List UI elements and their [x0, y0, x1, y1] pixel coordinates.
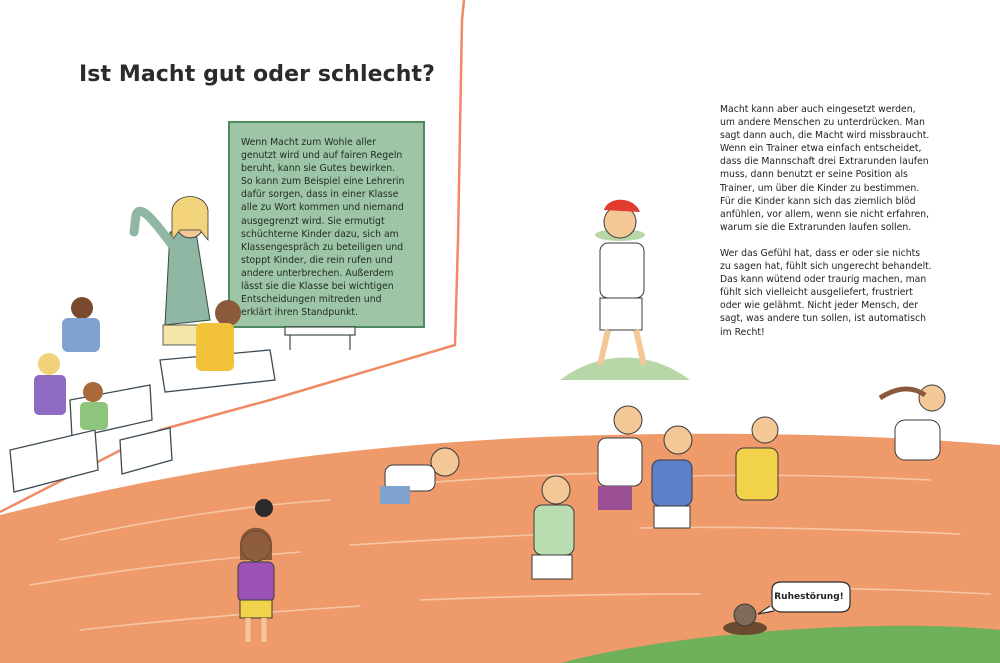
coach-figure: [560, 200, 690, 380]
chalkboard-text: Wenn Macht zum Wohle aller genutzt wird und auf fairen Regeln beruht, kann sie Gutes bewirken. So kann zum Beispiel eine Lehrerin dafür sorgen, dass in einer Klasse alle zu Wort kommen und niemand ausgegrenzt wird. Sie ermutigt schüchterne Kinder dazu, sich am Klassengespräch zu beteiligen und stoppt Kinder, die rein rufen und andere unterbrechen. Außerdem lässt sie die Klasse bei wichtigen Entscheidungen mitreden und erklärt ihren Standpunkt.: [241, 137, 405, 319]
right-text-column: [720, 103, 932, 352]
paragraph-power-misuse: Macht kann aber auch eingesetzt werden, um andere Menschen zu unterdrücken. Man sagt dann auch, die Macht wird missbraucht. Wenn ein Trainer etwa einfach entscheidet, dass die Mannschaft drei Extrarunden laufen muss, dann benutzt er seine Position als Trainer, um über die Kinder zu bestimmen. Für die Kinder kann sich das ziemlich blöd anfühlen, vor allem, wenn sie nicht erfahren, warum sie die Extrarunden laufen sollen.: [720, 104, 930, 233]
paragraph-feeling-powerless: Wer das Gefühl hat, dass er oder sie nichts zu sagen hat, fühlt sich ungerecht behandelt. Das kann wütend oder traurig machen, man fühlt sich vielleicht ausgeliefert, frustriert oder wie gelähmt. Nicht jeder Mensch, der sagt, was andere tun sollen, ist automatisch im Recht!: [720, 247, 932, 338]
teacher-figure: [134, 197, 213, 346]
speech-bubble-text: Ruhestörung!: [774, 592, 844, 602]
page-title: Ist Macht gut oder schlecht?: [79, 62, 435, 87]
